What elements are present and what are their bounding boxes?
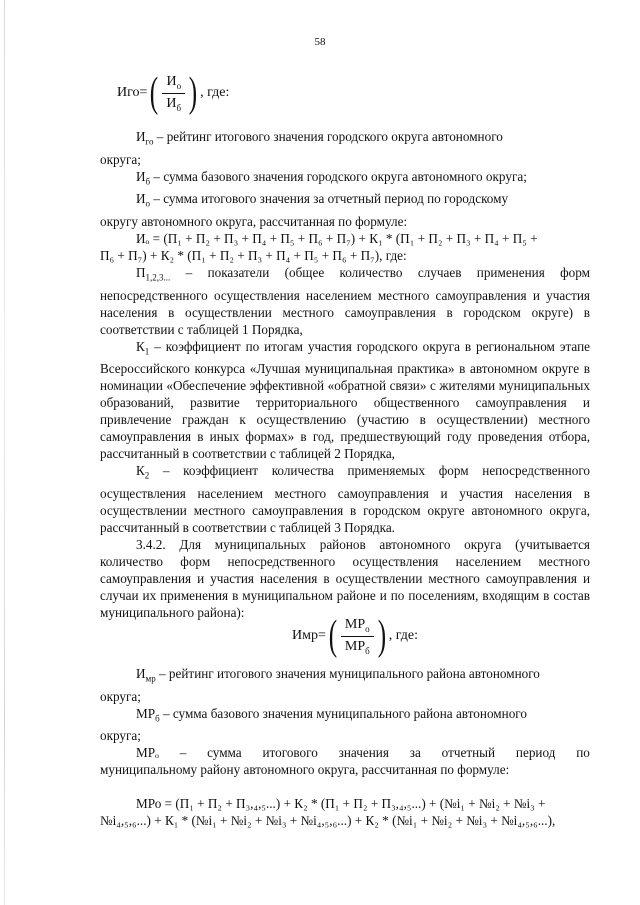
open-paren: ( bbox=[150, 70, 159, 116]
fraction-denominator: $И_б$ bbox=[166, 95, 182, 113]
fraction-denominator: $МР_б$ bbox=[344, 638, 370, 656]
def-igo-cont: округа; bbox=[100, 151, 141, 167]
def-k2: $К_2$ – коэффициент количества применяемых форм непосредственного осуществления населением местного самоуправления и участия населения в осуществлении местного самоуправления в городском округе автономного округа, рассчитанный в соответствии с таблицей 3 Порядка. bbox=[100, 463, 590, 535]
open-paren: ( bbox=[328, 613, 338, 659]
close-paren: ) bbox=[377, 613, 386, 659]
formula-imr-tail: , где: bbox=[388, 628, 418, 643]
fraction-numerator: $МР_о$ bbox=[341, 617, 374, 637]
formula-io-line1: Иₒ = (П₁ + П₂ + П₃ + П₄ + П₅ + П₆ + П₇) + К₁ * (П₁ + П₂ + П₃ + П₄ + П₅ + bbox=[136, 230, 538, 246]
close-paren: ) bbox=[188, 70, 198, 116]
def-mro: МРₒ – сумма итогового значения за отчетный период по bbox=[136, 745, 590, 761]
formula-imr bbox=[292, 615, 418, 657]
definitions-block-2 bbox=[100, 665, 590, 829]
section-3-4-2: 3.4.2. Для муниципальных районов автономного округа (учитывается количество форм непосредственного осуществления населением местного самоуправления и участия населения в осуществлении местного самоуправления и случаи их применения в муниципальном районе и по поселениям, входящим в состав муниципального района): bbox=[100, 536, 590, 620]
page-number: 58 bbox=[314, 36, 326, 48]
fraction bbox=[162, 74, 185, 113]
formula-mro-line1: МРо = (П₁ + П₂ + П₃,₄,₅...) + К₂ * (П₁ + П₂ + П₃,₄,₅...) + (№i₁ + №i₂ + №i₃ + bbox=[136, 796, 546, 812]
def-io: $И_о$ – сумма итогового значения за отчетный период по городскому bbox=[136, 191, 509, 209]
fraction bbox=[341, 617, 374, 656]
def-imr-cont: округа; bbox=[100, 688, 141, 704]
fraction-numerator: $И_о$ bbox=[162, 74, 185, 94]
definitions-block-1 bbox=[100, 128, 590, 621]
def-ib: $И_б$ – сумма базового значения городского округа автономного округа; bbox=[136, 168, 527, 187]
formula-igo bbox=[117, 72, 229, 114]
formula-igo-tail: , где: bbox=[200, 85, 230, 100]
def-mrb-cont: округа; bbox=[100, 728, 141, 744]
def-k1: $К_1$ – коэффициент по итогам участия городского округа в региональном этапе Всероссийского конкурса «Лучшая муниципальная практика» в автономном округе в номинации «Обеспечение эффективной «обратной связи» с жителями муниципальных образований, развитие территориального общественного самоуправления и привлечение граждан к осуществлению (участию в осуществлении) местного самоуправления в иных формах» в год, предшествующий году проведения отбора, рассчитанный в соответствии с таблицей 2 Порядка, bbox=[100, 338, 590, 462]
def-mrb: $МР_б$ – сумма базового значения муниципального района автономного bbox=[136, 705, 527, 724]
formula-igo-lhs: Иго= bbox=[117, 85, 148, 100]
formula-io-line2: П₆ + П₇) + К₂ * (П₁ + П₂ + П₃ + П₄ + П₅ + П₆ + П₇), где: bbox=[100, 247, 407, 263]
def-mro-cont: муниципальному району автономного округа, рассчитанная по формуле: bbox=[100, 762, 510, 778]
scan-edge-line bbox=[4, 0, 5, 905]
formula-mro-line2: №i₄,₅,₆...) + К₁ * (№i₁ + №i₂ + №i₃ + №i₄,₅,₆...) + К₂ * (№i₁ + №i₂ + №i₃ + №i₄,₅,₆...), bbox=[100, 813, 556, 829]
def-imr: $И_{мр}$ – рейтинг итогового значения муниципального района автономного bbox=[136, 666, 540, 684]
formula-imr-lhs: Имр= bbox=[292, 628, 326, 643]
def-io-cont: округу автономного округа, рассчитанная по формуле: bbox=[100, 213, 408, 229]
def-p: $П_{1,2,3...}$ – показатели (общее количество случаев применения форм непосредственного осуществления населением местного самоуправления и участия населения в осуществлении местного самоуправления в городском округе) в соответствии с таблицей 1 Порядка, bbox=[100, 264, 590, 337]
def-igo: $И_{го}$ – рейтинг итогового значения городского округа автономного bbox=[136, 129, 503, 147]
